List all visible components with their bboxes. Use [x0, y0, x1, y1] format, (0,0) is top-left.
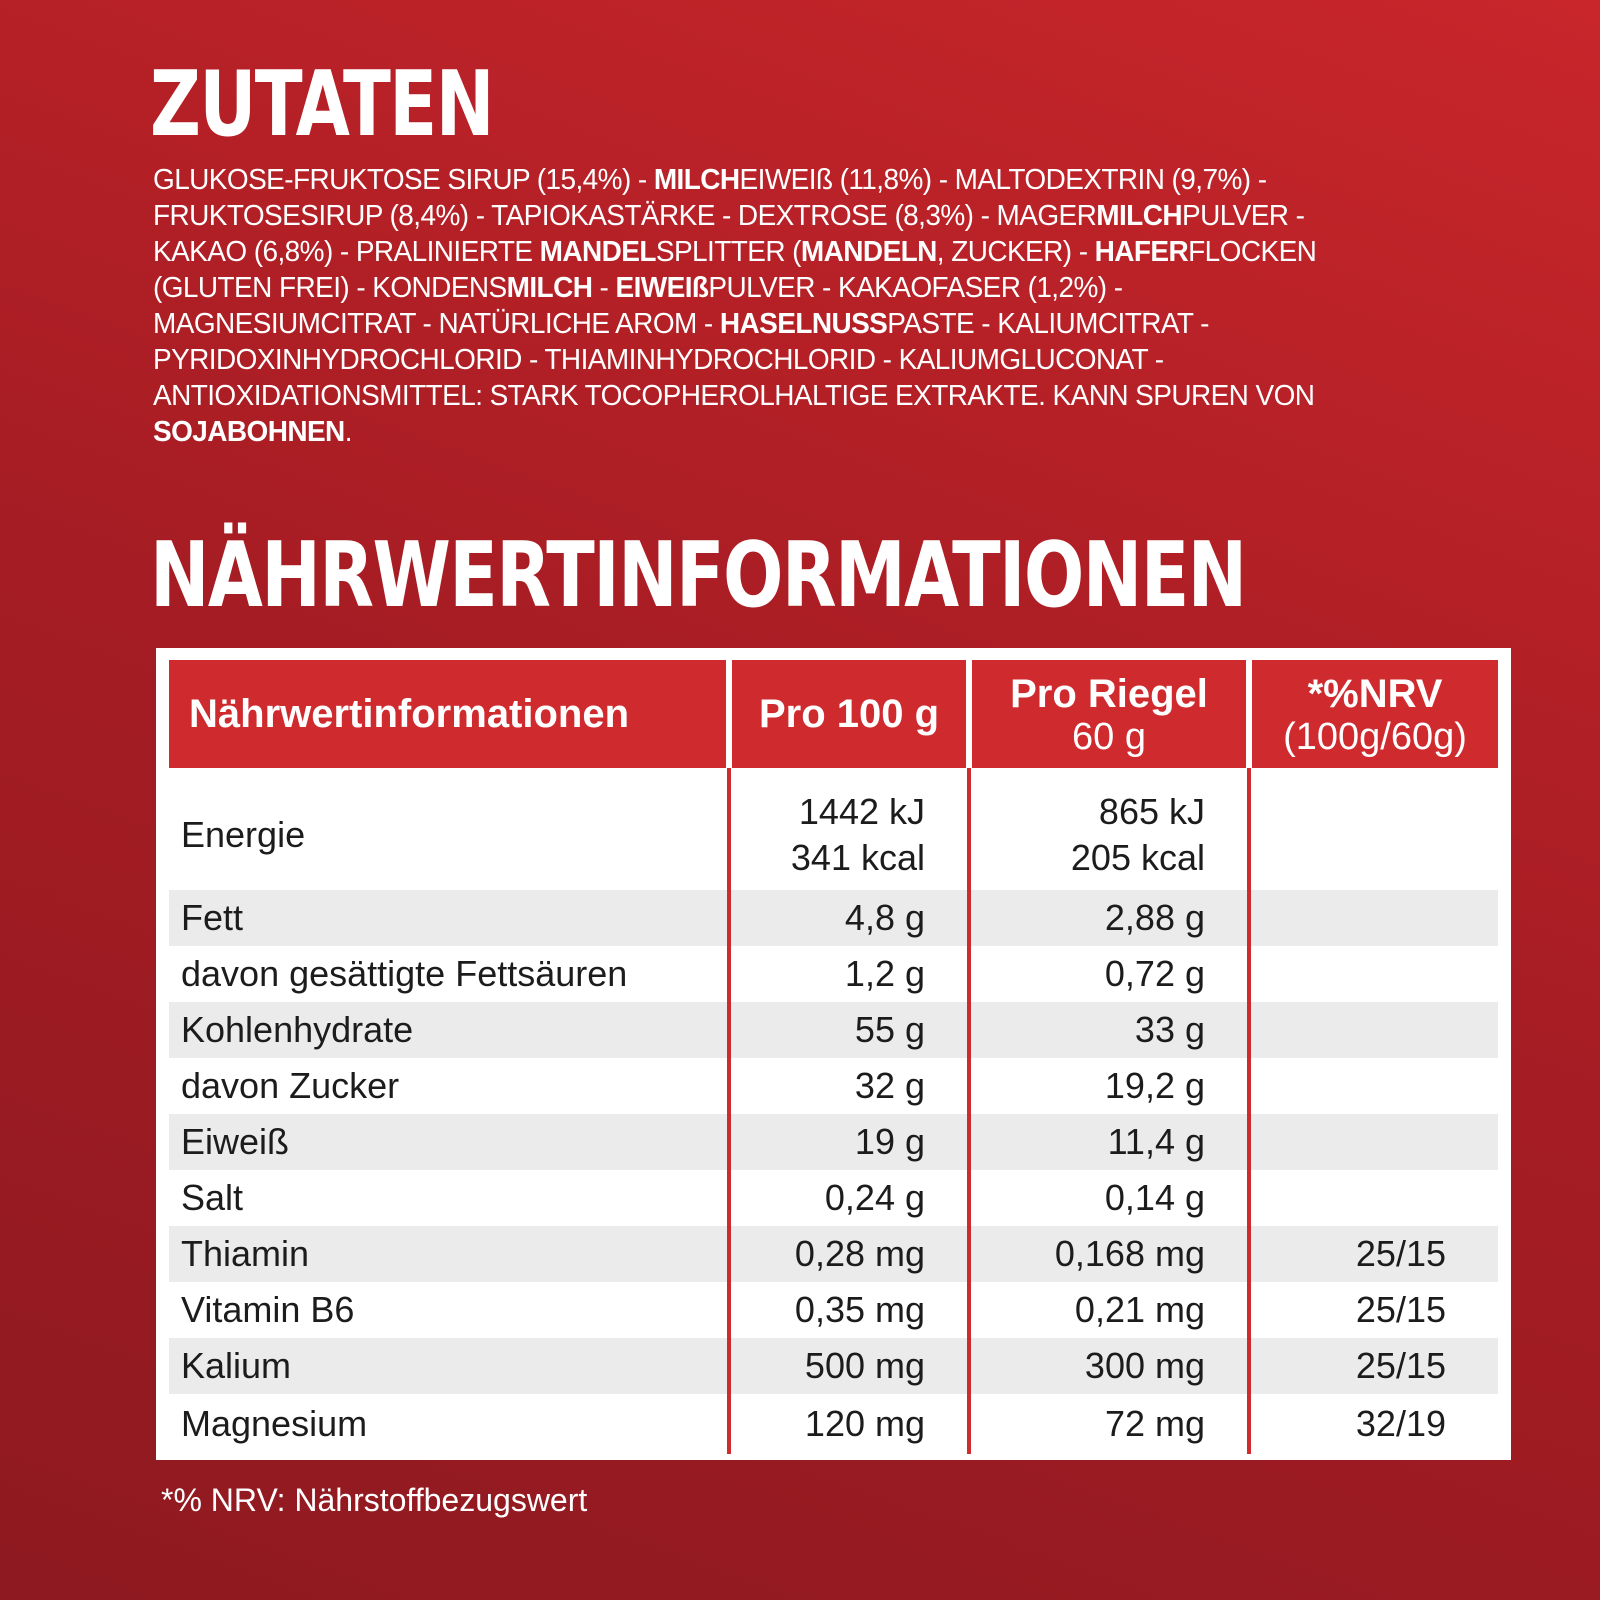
ingredients-line — [153, 414, 1408, 450]
value-per-100g: 1,2 g — [729, 946, 969, 1002]
allergen-highlight: MILCH — [506, 272, 593, 304]
ingredients-title: ZUTATEN — [150, 52, 493, 157]
value-nrv — [1249, 1058, 1498, 1114]
value-per-100g — [729, 780, 969, 890]
spacer-row — [169, 768, 1498, 780]
nutrient-label: Magnesium — [181, 1403, 368, 1444]
value-per-100g: 500 mg — [729, 1338, 969, 1394]
ingredients-fragment: SPLITTER ( — [655, 236, 801, 268]
ingredients-fragment: PYRIDOXINHYDROCHLORID - THIAMINHYDROCHLORID - KALIUMGLUCONAT - — [153, 344, 1164, 376]
ingredients-fragment: FLOCKEN — [1188, 236, 1317, 268]
header-per-bar-label: Pro Riegel — [1010, 672, 1208, 716]
value-nrv — [1249, 1114, 1498, 1170]
nutrient-label: Kalium — [169, 1338, 729, 1394]
energy-kcal-per-bar: 205 kcal — [1070, 837, 1205, 878]
ingredients-text — [153, 162, 1408, 450]
ingredients-line — [153, 306, 1408, 342]
value-nrv — [1249, 780, 1498, 890]
header-per-bar — [969, 660, 1249, 768]
value-nrv: 25/15 — [1249, 1282, 1498, 1338]
ingredients-fragment: ANTIOXIDATIONSMITTEL: STARK TOCOPHEROLHALTIGE EXTRAKTE. KANN SPUREN VON — [153, 380, 1315, 412]
value-per-bar: 300 mg — [969, 1338, 1249, 1394]
ingredients-fragment: EIWEIß (11,8%) - MALTODEXTRIN (9,7%) - — [739, 164, 1267, 196]
value-per-bar: 0,14 g — [969, 1170, 1249, 1226]
ingredients-line — [153, 162, 1408, 198]
table-row — [169, 890, 1498, 946]
nutrient-label: Eiweiß — [169, 1114, 729, 1170]
header-nutrient: Nährwertinformationen — [169, 660, 729, 768]
allergen-highlight: EIWEIß — [615, 272, 709, 304]
ingredients-fragment: (GLUTEN FREI) - KONDENS — [153, 272, 507, 304]
value-nrv — [1249, 890, 1498, 946]
nrv-footnote: *% NRV: Nährstoffbezugswert — [161, 1482, 588, 1518]
table-row — [169, 1002, 1498, 1058]
table-row — [169, 1058, 1498, 1114]
value-per-bar: 11,4 g — [969, 1114, 1249, 1170]
table-header-row — [169, 660, 1498, 768]
nutrient-label: Energie — [181, 814, 306, 855]
table-row — [169, 1226, 1498, 1282]
table-row — [169, 1114, 1498, 1170]
value-per-bar: 72 mg — [969, 1394, 1249, 1454]
value-per-bar: 0,21 mg — [969, 1282, 1249, 1338]
header-per-bar-weight: 60 g — [1072, 716, 1146, 758]
nutrient-label: Fett — [169, 890, 729, 946]
nutrient-label: Vitamin B6 — [181, 1289, 355, 1330]
ingredients-line — [153, 270, 1408, 306]
nutrient-label: davon gesättigte Fettsäuren — [181, 953, 628, 994]
nutrition-title: NÄHRWERTINFORMATIONEN — [150, 523, 1246, 628]
ingredients-fragment: FRUKTOSESIRUP (8,4%) - TAPIOKASTÄRKE - DEXTROSE (8,3%) - MAGER — [153, 200, 1097, 232]
ingredients-fragment: KAKAO (6,8%) - PRALINIERTE — [153, 236, 540, 268]
energy-kcal-per-100g: 341 kcal — [790, 837, 925, 878]
value-per-bar: 2,88 g — [969, 890, 1249, 946]
value-per-100g: 120 mg — [729, 1394, 969, 1454]
nutrient-label: davon Zucker — [181, 1065, 400, 1106]
value-per-100g: 55 g — [729, 1002, 969, 1058]
nutrition-table-frame — [156, 648, 1511, 1460]
header-per-100g: Pro 100 g — [729, 660, 969, 768]
ingredients-line — [153, 234, 1408, 270]
value-per-bar: 33 g — [969, 1002, 1249, 1058]
ingredients-line — [153, 342, 1408, 378]
value-nrv — [1249, 1002, 1498, 1058]
nutrition-table — [169, 660, 1498, 1454]
header-nrv-basis: (100g/60g) — [1283, 716, 1467, 758]
nutrient-label: Kohlenhydrate — [169, 1002, 729, 1058]
nutrient-label: Salt — [181, 1177, 244, 1218]
table-row — [169, 1338, 1498, 1394]
value-per-100g: 32 g — [729, 1058, 969, 1114]
header-nrv — [1249, 660, 1498, 768]
allergen-highlight: HASELNUSS — [719, 308, 888, 340]
table-row — [169, 946, 1498, 1002]
value-per-100g: 0,24 g — [729, 1170, 969, 1226]
value-per-bar — [969, 780, 1249, 890]
allergen-highlight: HAFER — [1094, 236, 1189, 268]
ingredients-fragment: , ZUCKER) - — [936, 236, 1095, 268]
value-per-bar: 19,2 g — [969, 1058, 1249, 1114]
ingredients-line — [153, 378, 1408, 414]
value-nrv — [1249, 946, 1498, 1002]
table-row-energy — [169, 780, 1498, 890]
table-row — [169, 1170, 1498, 1226]
ingredients-fragment: PULVER - — [1181, 200, 1305, 232]
allergen-highlight: MANDELN — [800, 236, 937, 268]
value-nrv: 25/15 — [1249, 1226, 1498, 1282]
nutrient-label: Thiamin — [169, 1226, 729, 1282]
ingredients-fragment: GLUKOSE-FRUKTOSE SIRUP (15,4%) - — [153, 164, 654, 196]
table-row — [169, 1394, 1498, 1454]
ingredients-fragment: MAGNESIUMCITRAT - NATÜRLICHE AROM - — [153, 308, 720, 340]
allergen-highlight: SOJABOHNEN — [153, 416, 345, 448]
ingredients-fragment: PASTE - KALIUMCITRAT - — [887, 308, 1209, 340]
value-per-100g: 0,35 mg — [729, 1282, 969, 1338]
energy-kj-per-100g: 1442 kJ — [798, 791, 925, 832]
ingredients-line — [153, 198, 1408, 234]
value-nrv: 32/19 — [1249, 1394, 1498, 1454]
table-row — [169, 1282, 1498, 1338]
value-nrv — [1249, 1170, 1498, 1226]
value-per-100g: 0,28 mg — [729, 1226, 969, 1282]
allergen-highlight: MILCH — [653, 164, 740, 196]
header-nrv-label: *%NRV — [1307, 672, 1443, 716]
ingredients-fragment: PULVER - KAKAOFASER (1,2%) - — [708, 272, 1123, 304]
value-per-100g: 4,8 g — [729, 890, 969, 946]
ingredients-fragment: - — [592, 272, 616, 304]
allergen-highlight: MANDEL — [539, 236, 656, 268]
ingredients-fragment: . — [344, 416, 352, 448]
value-per-bar: 0,168 mg — [969, 1226, 1249, 1282]
value-per-100g: 19 g — [729, 1114, 969, 1170]
value-per-bar: 0,72 g — [969, 946, 1249, 1002]
allergen-highlight: MILCH — [1096, 200, 1182, 232]
energy-kj-per-bar: 865 kJ — [1098, 791, 1205, 832]
value-nrv: 25/15 — [1249, 1338, 1498, 1394]
